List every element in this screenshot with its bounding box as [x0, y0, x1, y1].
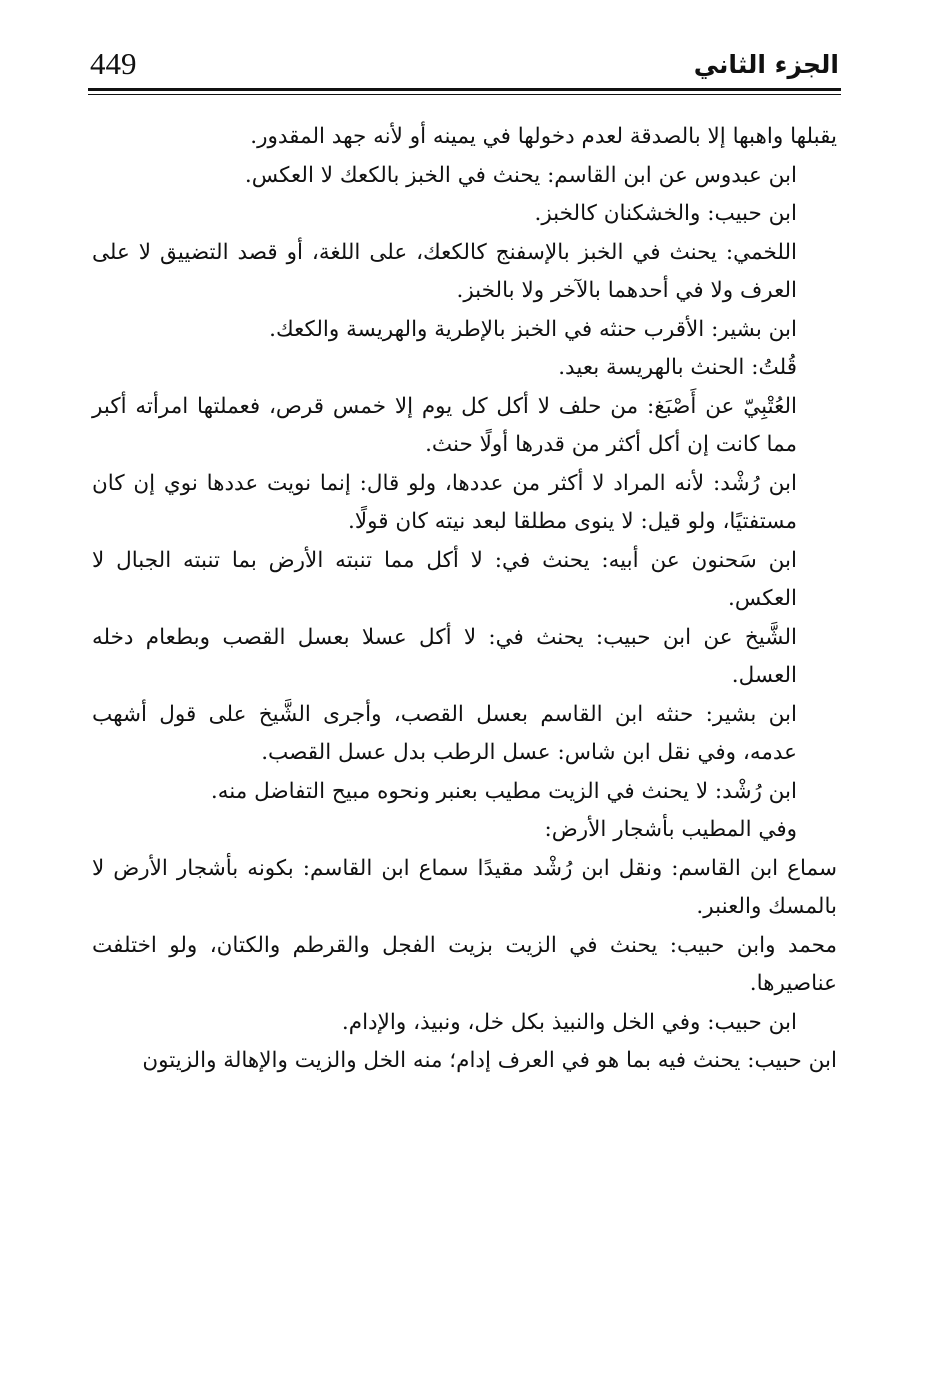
header-rule-thick	[88, 88, 841, 91]
paragraph: ابن حبيب: وفي الخل والنبيذ بكل خل، ونبيذ، والإدام.	[341, 1009, 797, 1035]
paragraph: ابن عبدوس عن ابن القاسم: يحنث في الخبز بالكعك لا العكس.	[244, 162, 797, 188]
page-header	[88, 40, 841, 92]
paragraph: يقبلها واهبها إلا بالصدقة لعدم دخولها في يمينه أو لأنه جهد المقدور.	[250, 124, 837, 149]
paragraph: ابن حبيب: والخشكنان كالخبز.	[534, 201, 797, 226]
paragraph: ابن حبيب: يحنث فيه بما هو في العرف إدام؛ منه الخل والزيت والإهالة والزيتون	[142, 1048, 837, 1073]
paragraph: قُلتُ: الحنث بالهريسة بعيد.	[558, 355, 797, 380]
paragraph: اللخمي: يحنث في الخبز بالإسفنج كالكعك، على اللغة، أو قصد التضييق لا على العرف ولا في أحدهما بالآخر ولا بالخبز.	[92, 239, 797, 303]
page-number: 449	[90, 46, 137, 81]
paragraph: العُتْبِيّ عن أَصْبَغ: من حلف لا أكل كل يوم إلا خمس قرص، فعملتها امرأته أكبر مما كانت إن أكل أكثر من قدرها أولًا حنث.	[92, 393, 797, 457]
body-text	[92, 118, 837, 1081]
paragraph: ابن رُشْد: لا يحنث في الزيت مطيب بعنبر ونحوه مبيح التفاضل منه.	[210, 778, 797, 804]
paragraph: سماع ابن القاسم: ونقل ابن رُشْد مقيدًا سماع ابن القاسم: بكونه بأشجار الأرض لا بالمسك والعنبر.	[92, 855, 837, 919]
paragraph: ابن سَحنون عن أبيه: يحنث في: لا أكل مما تنبته الأرض بما تنبته الجبال لا العكس.	[92, 547, 797, 611]
paragraph: ابن بشير: الأقرب حنثه في الخبز بالإطرية والهريسة والكعك.	[269, 316, 797, 342]
paragraph: ابن رُشْد: لأنه المراد لا أكثر من عددها، ولو قال: إنما نويت عددها نوي إن كان مستفتيًا، ولو قيل: لا ينوى مطلقا لبعد نيته كان قولًا.	[92, 470, 797, 534]
paragraph: ابن بشير: حنثه ابن القاسم بعسل القصب، وأجرى الشَّيخ على قول أشهب عدمه، وفي نقل ابن شاس: عسل الرطب بدل عسل القصب.	[92, 701, 797, 765]
paragraph: وفي المطيب بأشجار الأرض:	[544, 817, 797, 842]
paragraph: محمد وابن حبيب: يحنث في الزيت بزيت الفجل والقرطم والكتان، ولو اختلفت عناصيرها.	[92, 932, 837, 996]
running-title: الجزء الثاني	[693, 50, 839, 79]
paragraph: الشَّيخ عن ابن حبيب: يحنث في: لا أكل عسلا بعسل القصب وبطعام دخله العسل.	[92, 624, 797, 688]
header-rule-thin	[88, 94, 841, 95]
